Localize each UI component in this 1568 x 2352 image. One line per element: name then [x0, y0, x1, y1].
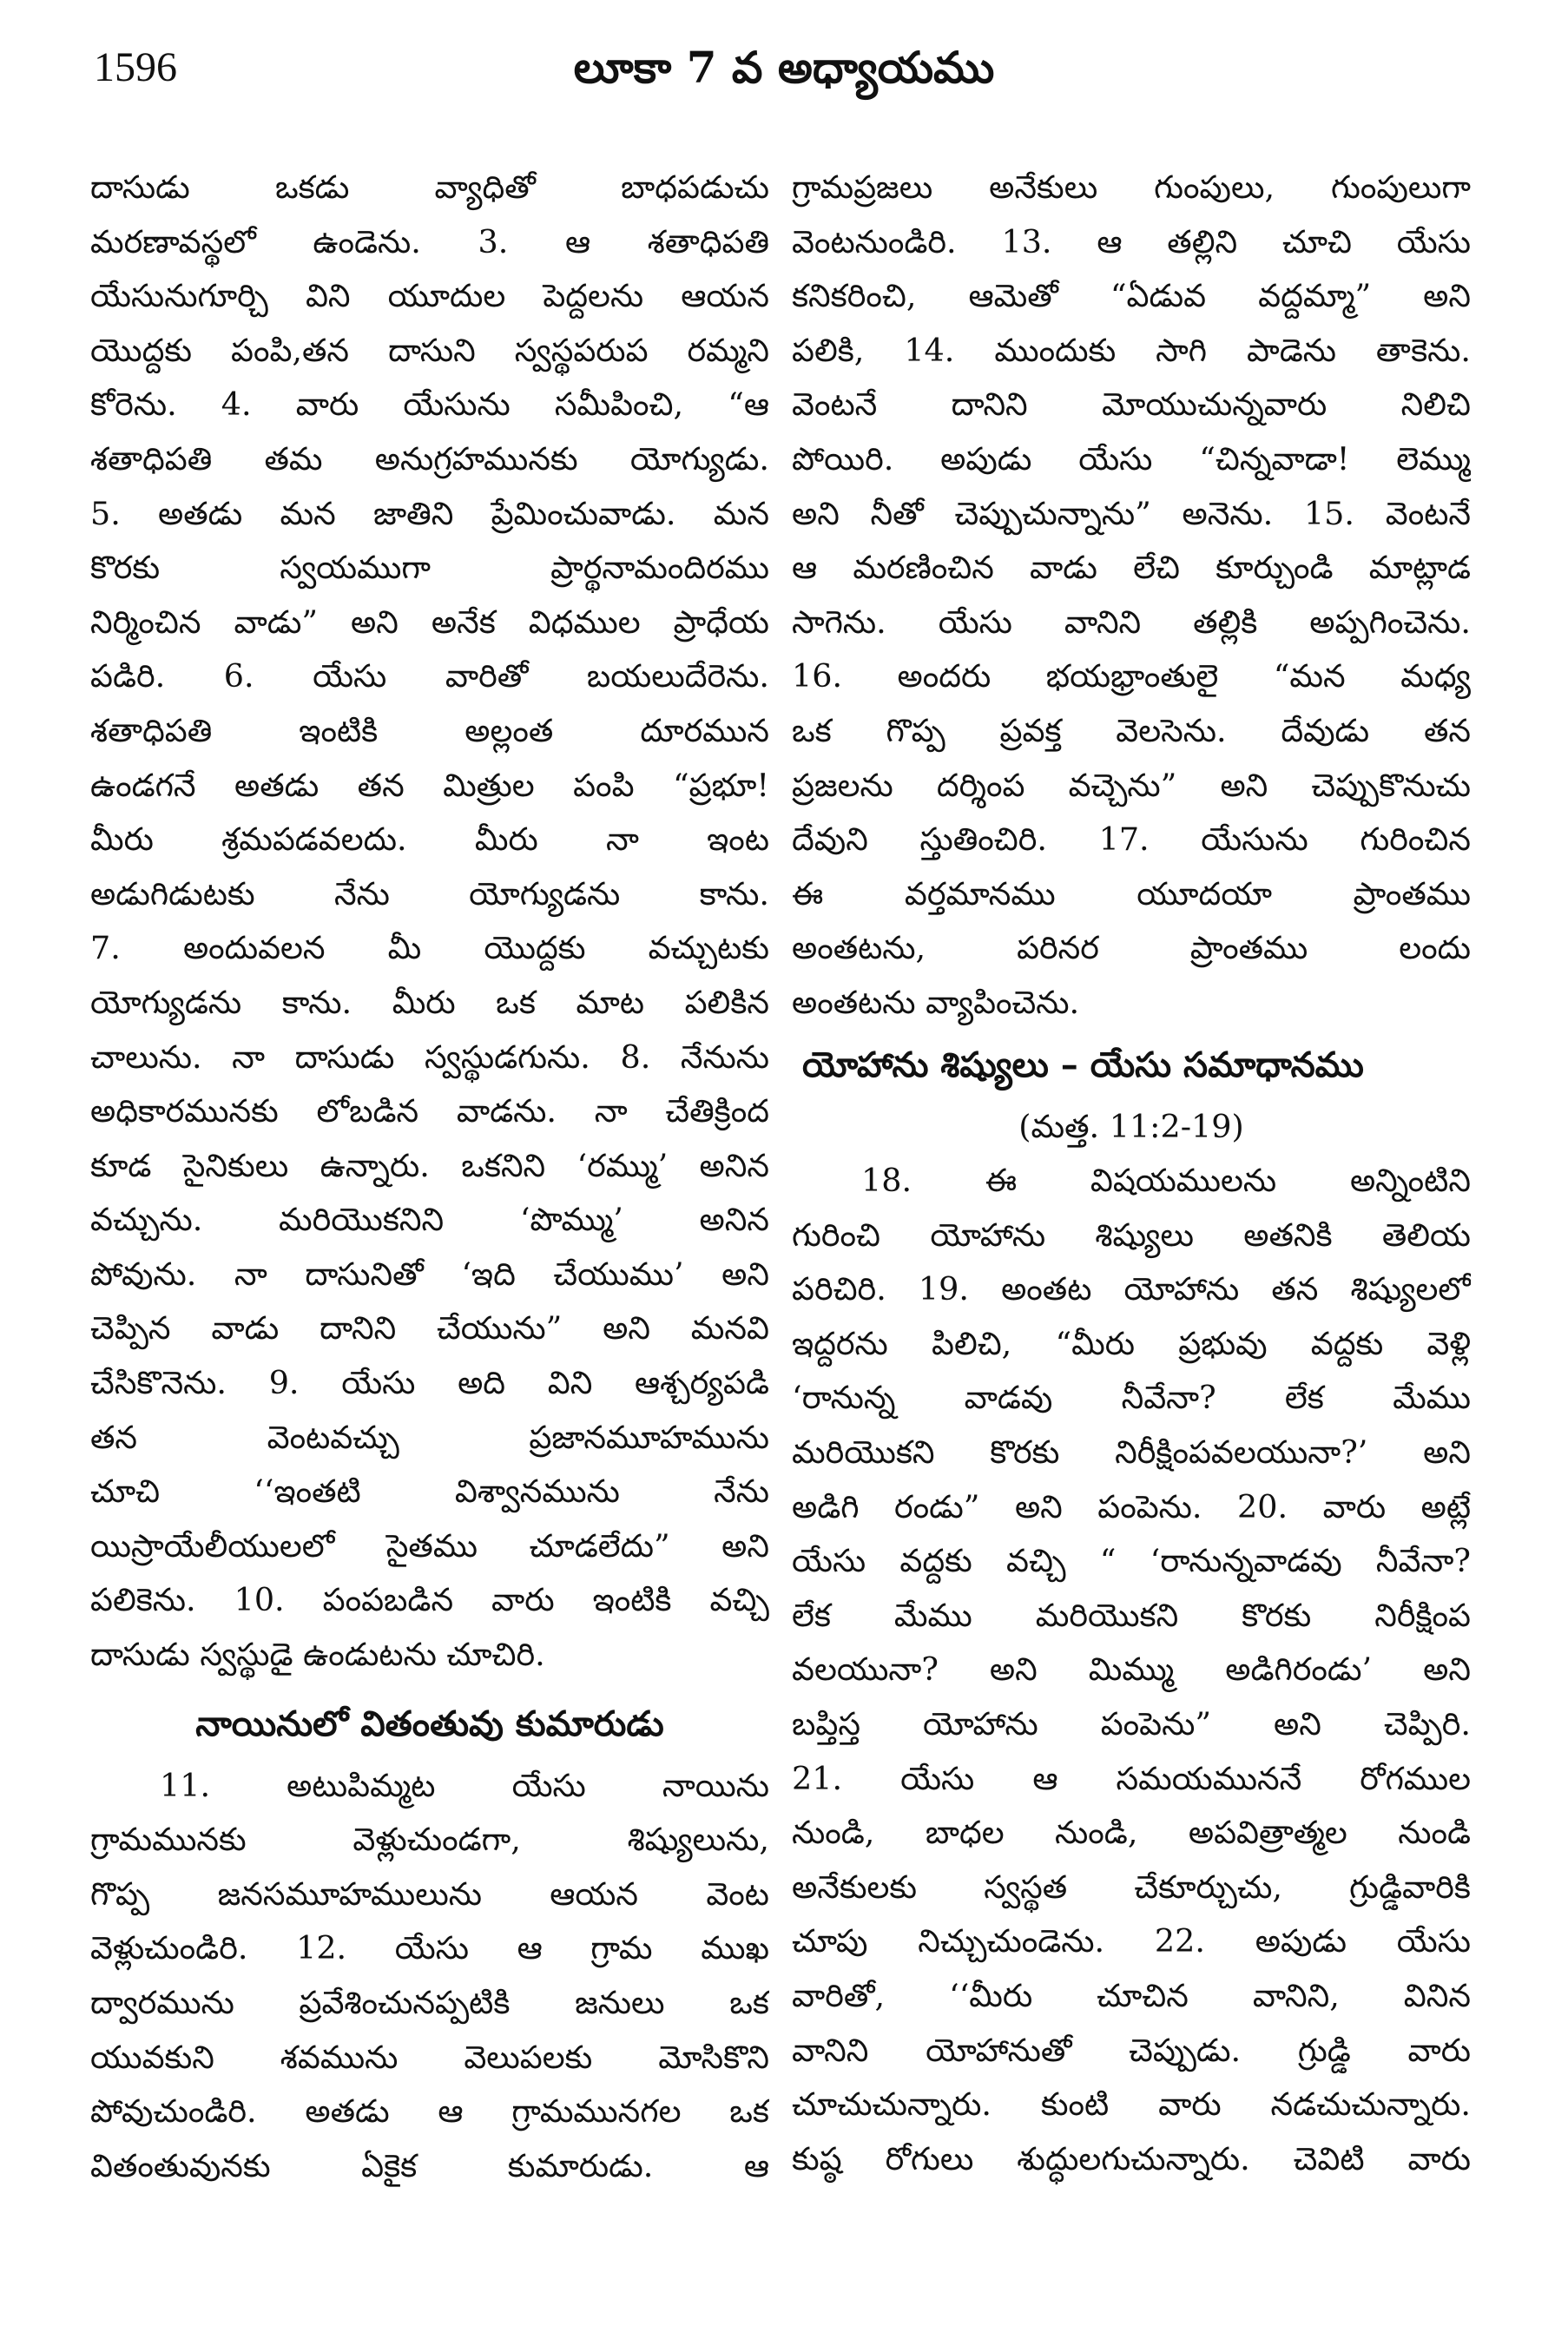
text-line: ఒక గొప్ప ప్రవక్త వెలసెను. దేవుడు తన	[792, 711, 1471, 749]
text-line: మరణావస్థలో ఉండెను. 3. ఆ శతాధిపతి	[90, 222, 769, 260]
text-line: బప్తిస్త యోహాను పంపెను” అని చెప్పిరి.	[792, 1705, 1471, 1743]
cross-reference: (మత్త. 11:2-19)	[1018, 1107, 1244, 1145]
text-line: అంతటను వ్యాపించెను.	[792, 983, 1080, 1021]
text-line: వెంటనే దానిని మోయుచున్నవారు నిలిచి	[792, 385, 1471, 424]
text-line: కుష్ఠ రోగులు శుద్ధులగుచున్నారు. చెవిటి వారు	[792, 2139, 1471, 2177]
text-line: ఈ వర్తమానము యూదయా ప్రాంతము	[792, 874, 1471, 912]
text-line: కోరెను. 4. వారు యేసును సమీపించి, “ఆ	[90, 385, 769, 424]
text-line: సాగెను. యేసు వానిని తల్లికి అప్పగించెను.	[792, 603, 1471, 641]
text-line: యిస్రాయేలీయులలో సైతము చూడలేదు” అని	[90, 1526, 769, 1565]
text-line: చూచుచున్నారు. కుంటి వారు నడచుచున్నారు.	[792, 2085, 1471, 2124]
text-line: దాసుడు ఒకడు వ్యాధితో బాధపడుచు	[90, 168, 769, 206]
text-line: 7. అందువలన మీ యొద్దకు వచ్చుటకు	[90, 929, 769, 967]
text-line: 21. యేసు ఆ సమయముననే రోగముల	[792, 1759, 1471, 1797]
text-line: 11. అటుపిమ్మట యేసు నాయిను	[160, 1766, 769, 1804]
text-line: అని నీతో చెప్పుచున్నాను” అనెను. 15. వెంటనే	[792, 494, 1471, 532]
text-line: యోగ్యుడను కాను. మీరు ఒక మాట పలికిన	[90, 983, 769, 1021]
text-line: ఇద్దరను పిలిచి, “మీరు ప్రభువు వద్దకు వెళ్లి	[792, 1324, 1471, 1362]
text-line: పోవుచుండిరి. అతడు ఆ గ్రామమునగల ఒక	[90, 2092, 769, 2131]
text-line: పోయిరి. అపుడు యేసు “చిన్నవాడా! లెమ్ము	[792, 439, 1471, 478]
text-line: 5. అతడు మన జాతిని ప్రేమించువాడు. మన	[90, 494, 769, 532]
text-line: అనేకులకు స్వస్థత చేకూర్చుచు, గ్రుడ్డివారికి	[792, 1868, 1471, 1906]
text-line: యువకుని శవమును వెలుపలకు మోసికొని	[90, 2038, 769, 2076]
text-line: గొప్ప జనసమూహములును ఆయన వెంట	[90, 1874, 769, 1913]
text-line: మీరు శ్రమపడవలదు. మీరు నా ఇంట	[90, 820, 769, 859]
text-line: నుండి, బాధల నుండి, అపవిత్రాత్మల నుండి	[792, 1814, 1471, 1852]
text-line: మరియొకని కొరకు నిరీక్షింపవలయునా?’ అని	[792, 1433, 1471, 1472]
text-line: తన వెంటవచ్చు ప్రజానమూహమును	[90, 1418, 769, 1456]
text-line: ద్వారమును ప్రవేశించునప్పటికి జనులు ఒక	[90, 1984, 769, 2021]
text-line: వచ్చును. మరియొకనిని ‘పొమ్ము’ అనిన	[90, 1201, 769, 1239]
text-line: చూచి ‘‘ఇంతటి విశ్వానమును నేను	[90, 1472, 769, 1511]
text-line: గ్రామమునకు వెళ్లుచుండగా, శిష్యులును,	[90, 1821, 769, 1859]
text-line: పోవును. నా దాసునితో ‘ఇది చేయుము’ అని	[90, 1255, 769, 1293]
text-line: అడుగిడుటకు నేను యోగ్యుడను కాను.	[90, 874, 769, 912]
text-line: దాసుడు స్వస్థుడై ఉండుటను చూచిరి.	[90, 1636, 545, 1674]
page-header	[94, 36, 1474, 106]
text-line: యేసు వద్దకు వచ్చి “ ‘రానున్నవాడవు నీవేనా?	[792, 1542, 1471, 1580]
text-line: కొరకు స్వయముగా ప్రార్థనామందిరము	[90, 549, 769, 587]
text-line: వారితో, ‘‘మీరు చూచిన వానిని, వినిన	[792, 1977, 1471, 2014]
text-line: పరిచిరి. 19. అంతట యోహాను తన శిష్యులలో	[792, 1270, 1471, 1308]
text-line: ‘రానున్న వాడవు నీవేనా? లేక మేము	[792, 1379, 1471, 1417]
text-line: లేక మేము మరియొకని కొరకు నిరీక్షింప	[792, 1596, 1471, 1634]
text-line: వెళ్లుచుండిరి. 12. యేసు ఆ గ్రామ ముఖ	[90, 1929, 769, 1967]
text-line: దేవుని స్తుతించిరి. 17. యేసును గురించిన	[792, 820, 1471, 859]
text-line: వెంటనుండిరి. 13. ఆ తల్లిని చూచి యేసు	[792, 222, 1471, 260]
left-column	[90, 161, 769, 2193]
page-number: 1596	[94, 44, 177, 90]
text-line: పలికెను. 10. పంపబడిన వారు ఇంటికి వచ్చి	[90, 1581, 769, 1619]
text-line: గ్రామప్రజలు అనేకులు గుంపులు, గుంపులుగా	[792, 168, 1471, 206]
right-column	[792, 161, 1471, 2186]
text-line: ప్రజలను దర్శింప వచ్చెను” అని చెప్పుకొనుచు	[792, 766, 1471, 804]
text-line: అడిగి రండు” అని పంపెను. 20. వారు అట్లే	[792, 1487, 1471, 1525]
text-line: యేసునుగూర్చి విని యూదుల పెద్దలను ఆయన	[90, 277, 769, 315]
text-line: 16. అందరు భయభ్రాంతులై “మన మధ్య	[792, 657, 1471, 695]
text-line: వితంతువునకు ఏకైక కుమారుడు. ఆ	[90, 2146, 769, 2184]
text-line: చేసికొనెను. 9. యేసు అది విని ఆశ్చర్యపడి	[90, 1364, 769, 1402]
text-line: కూడ సైనికులు ఉన్నారు. ఒకనిని ‘రమ్ము’ అనిన	[90, 1146, 769, 1184]
text-line: వలయునా? అని మిమ్ము అడిగిరండు’ అని	[792, 1650, 1471, 1689]
text-line: ఆ మరణించిన వాడు లేచి కూర్చుండి మాట్లాడ	[792, 549, 1471, 587]
text-line: చూపు నిచ్చుచుండెను. 22. అపుడు యేసు	[792, 1922, 1471, 1960]
text-line: పడిరి. 6. యేసు వారితో బయలుదేరెను.	[90, 657, 769, 695]
section-heading-widow-son: నాయినులో వితంతువు కుమారుడు	[195, 1703, 664, 1744]
text-line: చాలును. నా దాసుడు స్వస్థుడగును. 8. నేనును	[90, 1038, 769, 1076]
text-line: అధికారమునకు లోబడిన వాడను. నా చేతిక్రింద	[90, 1092, 769, 1130]
text-line: కనికరించి, ఆమెతో “ఏడువ వద్దమ్మా” అని	[792, 277, 1471, 315]
text-line: శతాధిపతి తమ అనుగ్రహమునకు యోగ్యుడు.	[90, 439, 769, 478]
text-line: ఉండగనే అతడు తన మిత్రుల పంపి “ప్రభూ!	[90, 766, 769, 804]
text-line: పలికి, 14. ముందుకు సాగి పాడెను తాకెను.	[792, 331, 1471, 369]
section-heading-john-disciples: యోహాను శిష్యులు – యేసు సమాధానము	[802, 1044, 1364, 1085]
text-line: నిర్మించిన వాడు” అని అనేక విధముల ప్రాధేయ	[90, 603, 769, 641]
text-line: అంతటను, పరినర ప్రాంతము లందు	[792, 929, 1471, 967]
running-title: లూకా 7 వ అధ్యాయము	[573, 42, 995, 93]
text-line: శతాధిపతి ఇంటికి అల్లంత దూరమున	[90, 711, 769, 749]
text-line: గురించి యోహాను శిష్యులు అతనికి తెలియ	[792, 1216, 1471, 1254]
text-line: చెప్పిన వాడు దానిని చేయును” అని మనవి	[90, 1309, 769, 1347]
text-line: 18. ఈ విషయములను అన్నింటిని	[861, 1162, 1471, 1200]
text-line: వానిని యోహానుతో చెప్పుడు. గ్రుడ్డి వారు	[792, 2031, 1471, 2069]
text-line: యొద్దకు పంపి,తన దాసుని స్వస్థపరుప రమ్మని	[90, 331, 769, 369]
